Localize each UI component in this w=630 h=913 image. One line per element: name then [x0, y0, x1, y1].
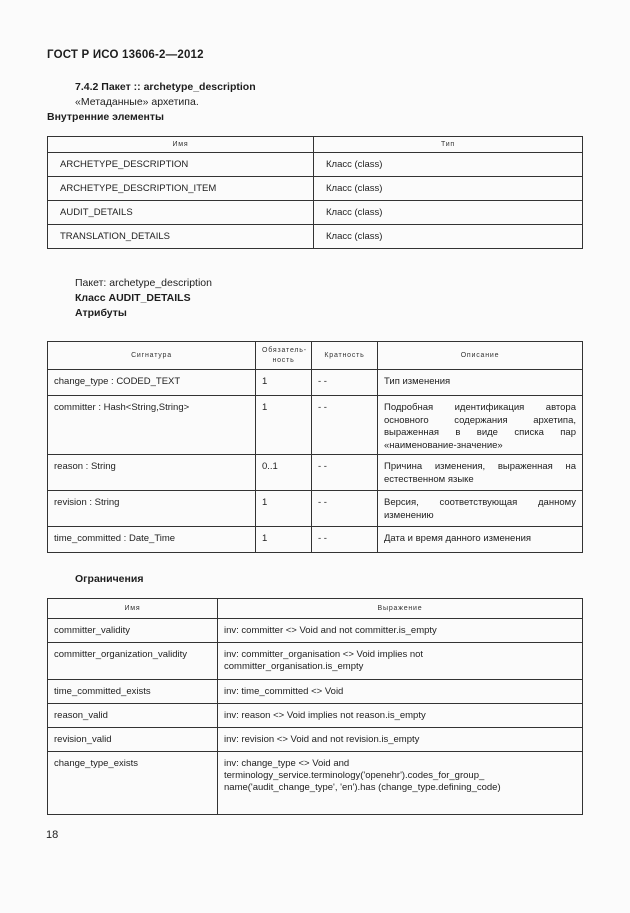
section-description: «Метаданные» архетипа. — [75, 96, 199, 108]
table-header-row — [48, 342, 583, 370]
element-type: Класс (class) — [314, 225, 583, 249]
attribute-multiplicity: - - — [312, 527, 378, 553]
element-type: Класс (class) — [314, 201, 583, 225]
attribute-signature: revision : String — [48, 491, 256, 527]
column-header: Тип — [314, 137, 583, 153]
constraints-table — [47, 598, 583, 815]
attribute-multiplicity: - - — [312, 370, 378, 396]
section-title: 7.4.2 Пакет :: archetype_description — [75, 81, 256, 93]
table-row — [48, 396, 583, 455]
table-row — [48, 225, 583, 249]
attribute-signature: committer : Hash<String,String> — [48, 396, 256, 455]
constraint-name: revision_valid — [48, 728, 218, 752]
constraint-name: reason_valid — [48, 704, 218, 728]
constraint-name: committer_organization_validity — [48, 643, 218, 680]
constraint-expression: inv: change_type <> Void and terminology_service.terminology('openehr').codes_for_group_ name('audit_change_type', 'en').has (change_type.defining_code) — [218, 752, 583, 815]
table-row — [48, 619, 583, 643]
table-row — [48, 643, 583, 680]
attributes-table — [47, 341, 583, 553]
attribute-obligation: 1 — [256, 396, 312, 455]
constraint-expression: inv: committer_organisation <> Void implies not committer_organisation.is_empty — [218, 643, 583, 680]
column-header: Имя — [48, 599, 218, 619]
class-title: Класс AUDIT_DETAILS — [75, 292, 191, 304]
column-header: Сигнатура — [48, 342, 256, 370]
element-name: AUDIT_DETAILS — [48, 201, 314, 225]
attribute-description: Версия, соответствующая данному изменению — [378, 491, 583, 527]
attribute-description: Дата и время данного изменения — [378, 527, 583, 553]
element-name: TRANSLATION_DETAILS — [48, 225, 314, 249]
constraint-expression: inv: reason <> Void implies not reason.is_empty — [218, 704, 583, 728]
constraint-name: time_committed_exists — [48, 680, 218, 704]
table-row — [48, 704, 583, 728]
package-label: Пакет: archetype_description — [75, 277, 212, 289]
attribute-obligation: 0..1 — [256, 455, 312, 491]
table-row — [48, 527, 583, 553]
table-row — [48, 752, 583, 815]
table-row — [48, 370, 583, 396]
constraint-name: change_type_exists — [48, 752, 218, 815]
table-header-row — [48, 599, 583, 619]
attribute-description: Тип изменения — [378, 370, 583, 396]
attribute-obligation: 1 — [256, 491, 312, 527]
column-header: Имя — [48, 137, 314, 153]
table-row — [48, 153, 583, 177]
column-header: Кратность — [312, 342, 378, 370]
attribute-signature: change_type : CODED_TEXT — [48, 370, 256, 396]
constraint-expression: inv: revision <> Void and not revision.is_empty — [218, 728, 583, 752]
attribute-signature: reason : String — [48, 455, 256, 491]
document-id: ГОСТ Р ИСО 13606-2—2012 — [47, 49, 204, 61]
element-type: Класс (class) — [314, 153, 583, 177]
attribute-obligation: 1 — [256, 527, 312, 553]
table-row — [48, 455, 583, 491]
element-name: ARCHETYPE_DESCRIPTION_ITEM — [48, 177, 314, 201]
constraint-expression: inv: committer <> Void and not committer.is_empty — [218, 619, 583, 643]
attribute-multiplicity: - - — [312, 491, 378, 527]
table-row — [48, 491, 583, 527]
table-row — [48, 680, 583, 704]
attribute-signature: time_committed : Date_Time — [48, 527, 256, 553]
column-header: Обязатель-ность — [256, 342, 312, 370]
constraint-name: committer_validity — [48, 619, 218, 643]
table-row — [48, 201, 583, 225]
internal-elements-heading: Внутренние элементы — [47, 111, 165, 123]
internal-elements-table — [47, 136, 583, 249]
constraints-heading: Ограничения — [75, 573, 144, 585]
attribute-description: Подробная идентификация автора основного содержания архетипа, выраженная в виде списка пар «наименование-значение» — [378, 396, 583, 455]
table-row — [48, 177, 583, 201]
constraint-expression: inv: time_committed <> Void — [218, 680, 583, 704]
attribute-multiplicity: - - — [312, 396, 378, 455]
table-row — [48, 728, 583, 752]
table-header-row — [48, 137, 583, 153]
attribute-multiplicity: - - — [312, 455, 378, 491]
element-name: ARCHETYPE_DESCRIPTION — [48, 153, 314, 177]
attribute-description: Причина изменения, выраженная на естественном языке — [378, 455, 583, 491]
page-number: 18 — [46, 829, 59, 841]
column-header: Описание — [378, 342, 583, 370]
column-header: Выражение — [218, 599, 583, 619]
attribute-obligation: 1 — [256, 370, 312, 396]
attributes-heading: Атрибуты — [75, 307, 127, 319]
element-type: Класс (class) — [314, 177, 583, 201]
